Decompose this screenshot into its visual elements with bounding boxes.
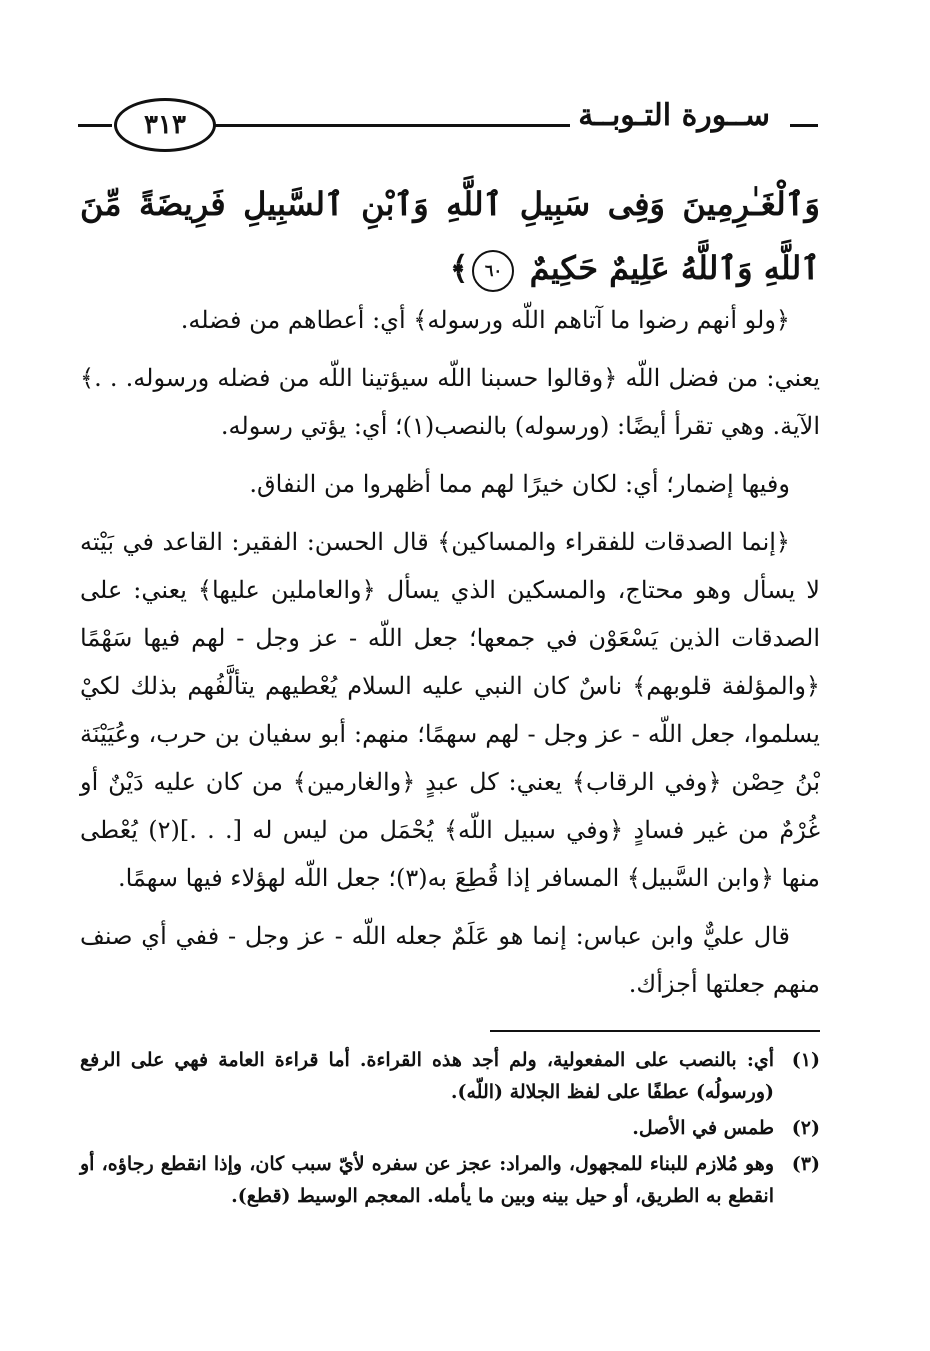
header-rule-right [790,124,818,127]
commentary-body [80,296,820,1018]
footnote-number: (١) [791,1049,820,1071]
footnote-text: وهو مُلازم للبناء للمجهول، والمراد: عجز عن سفره لأيّ سبب كان، وإذا انقطع رجاؤه، أو انقطع به الطريق، أو حيل بينه وبين ما يأمله. المعجم الوسيط (قطع). [80,1153,774,1207]
footnote-item [80,1044,820,1108]
footnotes [80,1044,820,1216]
footnote-separator [490,1030,820,1032]
page-header [78,92,818,156]
verse-text: وَٱلْغَـٰرِمِينَ وَفِى سَبِيلِ ٱللَّهِ وَٱبْنِ ٱلسَّبِيلِ فَرِيضَةً مِّنَ ٱللَّهِ وَٱللَّهُ عَلِيمٌ حَكِيمٌ [80,185,820,287]
footnote-number: (٢) [791,1117,820,1139]
footnote-number: (٣) [791,1153,820,1175]
quran-verse [80,172,820,300]
paragraph: ﴿ولو أنهم رضوا ما آتاهم اللّه ورسوله﴾ أي: أعطاهم من فضله. [180,306,790,334]
verse-closing-bracket: ﴾ [449,249,469,287]
header-rule-left [78,124,112,127]
footnote-text: طمس في الأصل. [632,1117,774,1139]
paragraph: ﴿إنما الصدقات للفقراء والمساكين﴾ قال الحسن: الفقير: القاعد في بَيْته لا يسأل وهو محتاج، والمسكين الذي يسأل ﴿والعاملين عليها﴾ يعني: على الصدقات الذين يَسْعَوْن في جمعها؛ جعل اللّه - عز وجل - لهم فيها سَهْمًا ﴿والمؤلفة قلوبهم﴾ ناسٌ كان النبي عليه السلام يُعْطيهم يتألَّفُهم بذلك لكيْ يسلموا، جعل اللّه - عز وجل - لهم سهمًا؛ منهم: أبو سفيان بن حرب، وعُيَيْنَة بْنُ حِصْن ﴿وفي الرقاب﴾ يعني: كل عبدٍ ﴿والغارمين﴾ من كان عليه دَيْنٌ أو غُرْمٌ من غير فسادٍ ﴿وفي سبيل اللّه﴾ يُحْمَل من ليس له [. . .](٢) يُعْطى منها ﴿وابن السَّبيل﴾ المسافر إذا قُطِعَ به(٣)؛ جعل اللّه لهؤلاء فيها سهمًا. [80,528,820,892]
ayah-number-marker: ٦٠ [472,250,514,292]
footnote-item [80,1112,820,1144]
footnote-item [80,1148,820,1212]
footnote-text: أي: بالنصب على المفعولية، ولم أجد هذه القراءة. أما قراءة العامة فهي على الرفع (ورسولُه) عطفًا على لفظ الجلالة (اللّه). [80,1049,774,1103]
header-rule-middle [214,124,614,127]
paragraph: قال عليٌّ وابن عباس: إنما هو عَلَمٌ جعله اللّه - عز وجل - ففي أي صنف منهم جعلتها أجزأك. [80,922,820,998]
paragraph: وفيها إضمار؛ أي: لكان خيرًا لهم مما أظهروا من النفاق. [249,470,790,498]
page-number: ٣١٣ [114,98,216,152]
paragraph: يعني: من فضل اللّه ﴿وقالوا حسبنا اللّه سيؤتينا اللّه من فضله ورسوله. . .﴾ الآية. وهي تقرأ أيضًا: (ورسوله) بالنصب(١)؛ أي: يؤتي رسوله. [80,364,820,440]
surah-title: ســورة التـوبــة [570,98,778,133]
